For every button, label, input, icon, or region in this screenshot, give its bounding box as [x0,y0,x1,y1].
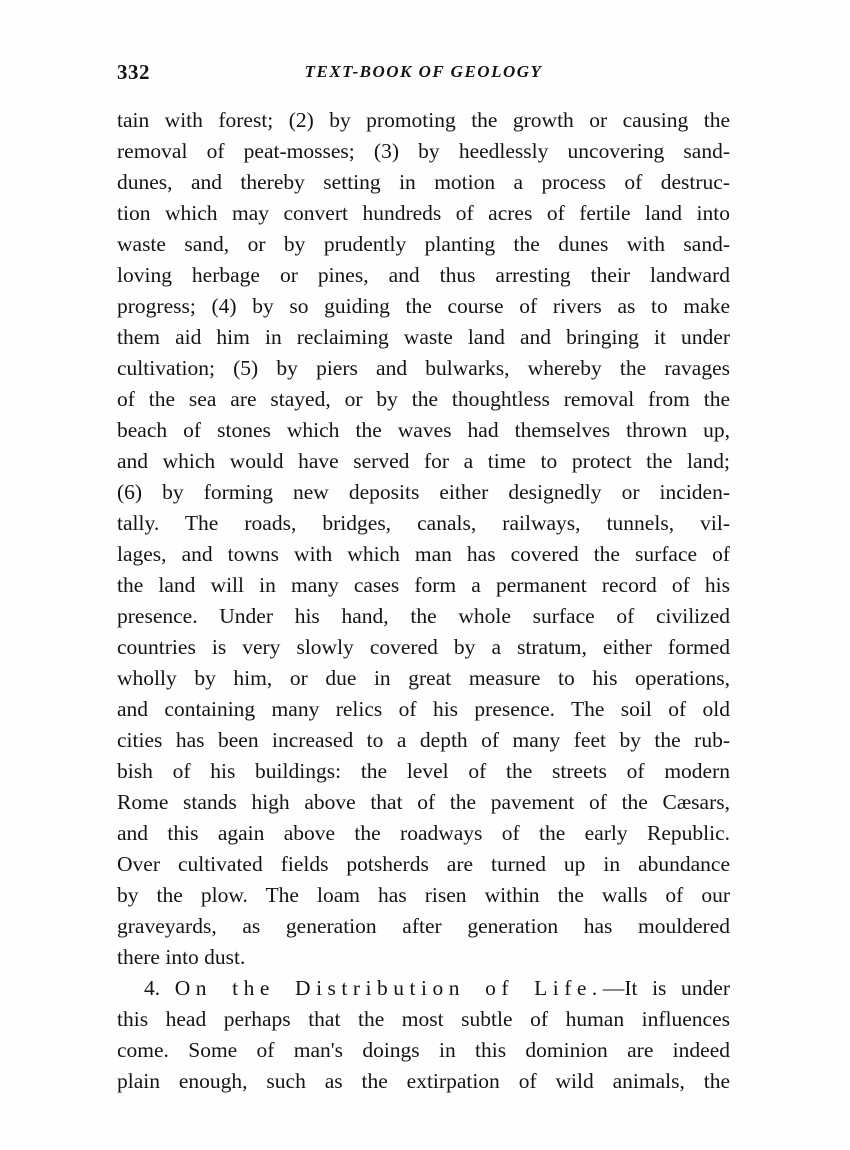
text-line: tally. The roads, bridges, canals, railways, tunnels, vil- [117,511,730,535]
text-line: by the plow. The loam has risen within the walls of our [117,883,730,907]
text-line: tion which may convert hundreds of acres of fertile land into [117,201,730,225]
text-line: this head perhaps that the most subtle of human influences [117,1007,730,1031]
text-line: countries is very slowly covered by a stratum, either formed [117,635,730,659]
text-line: come. Some of man's doings in this dominion are indeed [117,1038,730,1062]
page-number: 332 [117,60,150,84]
text-line: (6) by forming new deposits either designedly or inciden- [117,480,730,504]
text-line: them aid him in reclaiming waste land and bringing it under [117,325,730,349]
section-title: On the Distribution of Life. [174,976,603,1000]
text-line: progress; (4) by so guiding the course of rivers as to make [117,294,730,318]
text-line: dunes, and thereby setting in motion a process of destruc- [117,170,730,194]
text-line: presence. Under his hand, the whole surface of civilized [117,604,730,628]
text-line: beach of stones which the waves had themselves thrown up, [117,418,730,442]
running-head: TEXT-BOOK OF GEOLOGY [304,62,543,81]
page-header [117,60,730,90]
text-line: Rome stands high above that of the pavement of the Cæsars, [117,790,730,814]
text-line: the land will in many cases form a permanent record of his [117,573,730,597]
text-line: and containing many relics of his presence. The soil of old [117,697,730,721]
text-line: tain with forest; (2) by promoting the growth or causing the [117,108,730,132]
text-line: lages, and towns with which man has covered the surface of [117,542,730,566]
text-line: cities has been increased to a depth of many feet by the rub- [117,728,730,752]
text-line: removal of peat-mosses; (3) by heedlessly uncovering sand- [117,139,730,163]
section-heading-line [144,973,730,1004]
text-line: cultivation; (5) by piers and bulwarks, whereby the ravages [117,356,730,380]
text-line: of the sea are stayed, or by the thoughtless removal from the [117,387,730,411]
text-line: graveyards, as generation after generation has mouldered [117,914,730,938]
text-line: and which would have served for a time to protect the land; [117,449,730,473]
text-line: loving herbage or pines, and thus arresting their landward [117,263,730,287]
paragraph-last-line: there into dust. [117,945,246,969]
text-line: and this again above the roadways of the early Republic. [117,821,730,845]
section-number: 4. [144,976,161,1000]
text-line: Over cultivated fields potsherds are turned up in abundance [117,852,730,876]
text-line: bish of his buildings: the level of the streets of modern [117,759,730,783]
text-line: waste sand, or by prudently planting the dunes with sand- [117,232,730,256]
text-line: plain enough, such as the extirpation of wild animals, the [117,1069,730,1093]
text-line: wholly by him, or due in great measure to his operations, [117,666,730,690]
section-lead-text: —It is under [602,976,730,1000]
